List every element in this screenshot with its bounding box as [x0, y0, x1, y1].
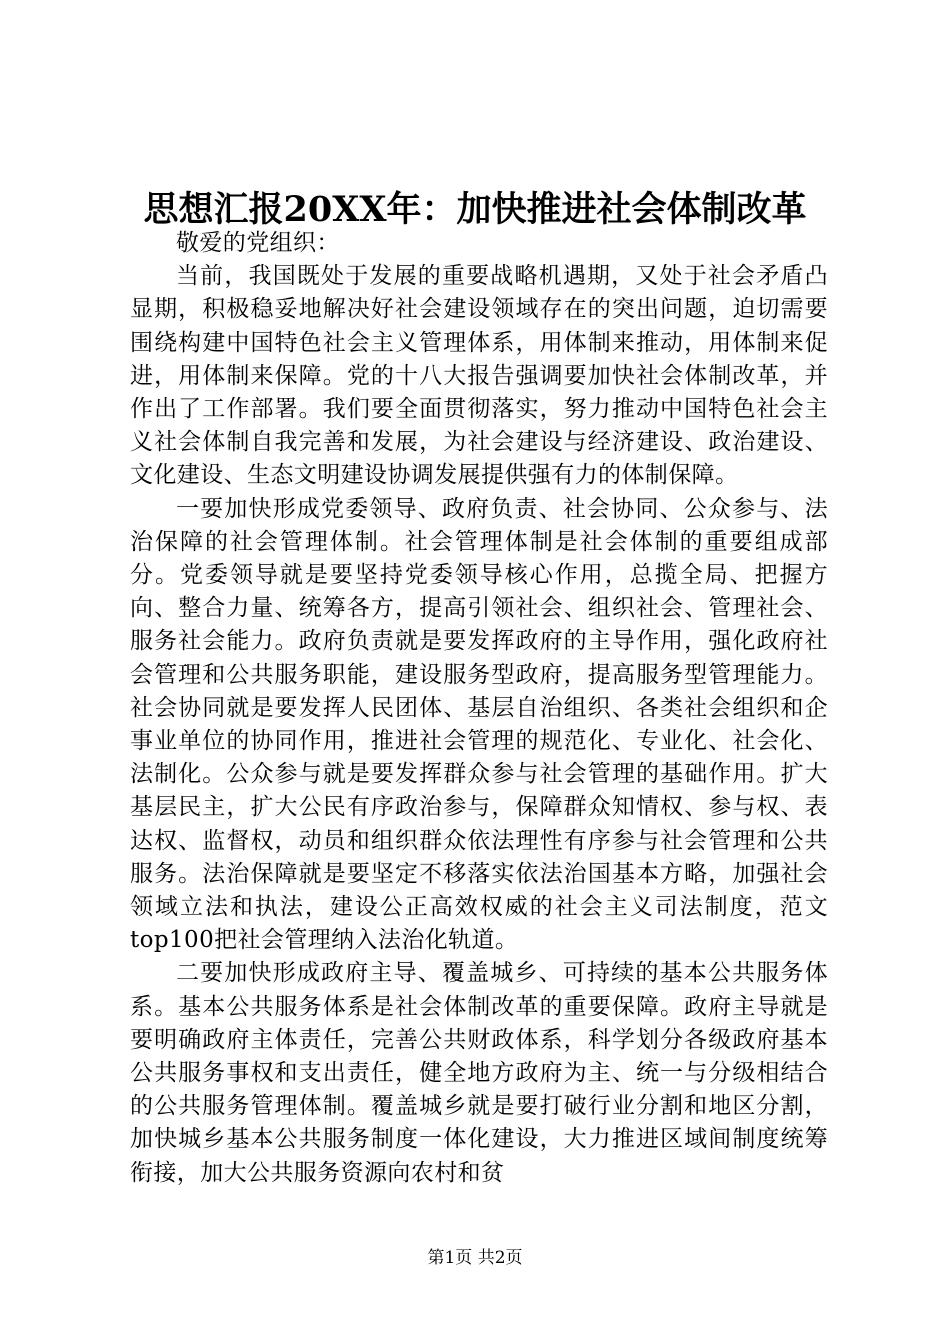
salutation: 敬爱的党组织：	[176, 230, 340, 256]
paragraph-2: 一要加快形成党委领导、政府负责、社会协同、公众参与、法治保障的社会管理体制。社会管理体制是社会体制的重要组成部分。党委领导就是要坚持党委领导核心作用，总揽全局、把握方向、整合力量、统筹各方，提高引领社会、组织社会、管理社会、服务社会能力。政府负责就是要发挥政府的主导作用，强化政府社会管理和公共服务职能，建设服务型政府，提高服务型管理能力。社会协同就是要发挥人民团体、基层自治组织、各类社会组织和企事业单位的协同作用，推进社会管理的规范化、专业化、社会化、法制化。公众参与就是要发挥群众参与社会管理的基础作用。扩大基层民主，扩大公民有序政治参与，保障群众知情权、参与权、表达权、监督权，动员和组织群众依法理性有序参与社会管理和公共服务。法治保障就是要坚定不移落实依法治国基本方略，加强社会领域立法和执法，建设公正高效权威的社会主义司法制度，范文top100把社会管理纳入法治化轨道。	[130, 495, 828, 954]
paragraph-1: 当前，我国既处于发展的重要战略机遇期，又处于社会矛盾凸显期，积极稳妥地解决好社会建设领域存在的突出问题，迫切需要围绕构建中国特色社会主义管理体系，用体制来推动，用体制来促进，用体制来保障。党的十八大报告强调要加快社会体制改革，并作出了工作部署。我们要全面贯彻落实，努力推动中国特色社会主义社会体制自我完善和发展，为社会建设与经济建设、政治建设、文化建设、生态文明建设协调发展提供强有力的体制保障。	[130, 263, 828, 489]
document-body	[130, 227, 828, 1190]
page-footer: 第1页 共2页	[427, 1248, 523, 1268]
paragraph-3: 二要加快形成政府主导、覆盖城乡、可持续的基本公共服务体系。基本公共服务体系是社会体制改革的重要保障。政府主导就是要明确政府主体责任，完善公共财政体系，科学划分各级政府基本公共服务事权和支出责任，健全地方政府为主、统一与分级相结合的公共服务管理体制。覆盖城乡就是要打破行业分割和地区分割，加快城乡基本公共服务制度一体化建设，大力推进区域间制度统筹衔接，加大公共服务资源向农村和贫	[130, 960, 828, 1186]
document-title: 思想汇报20XX年：加快推进社会体制改革	[143, 189, 807, 230]
